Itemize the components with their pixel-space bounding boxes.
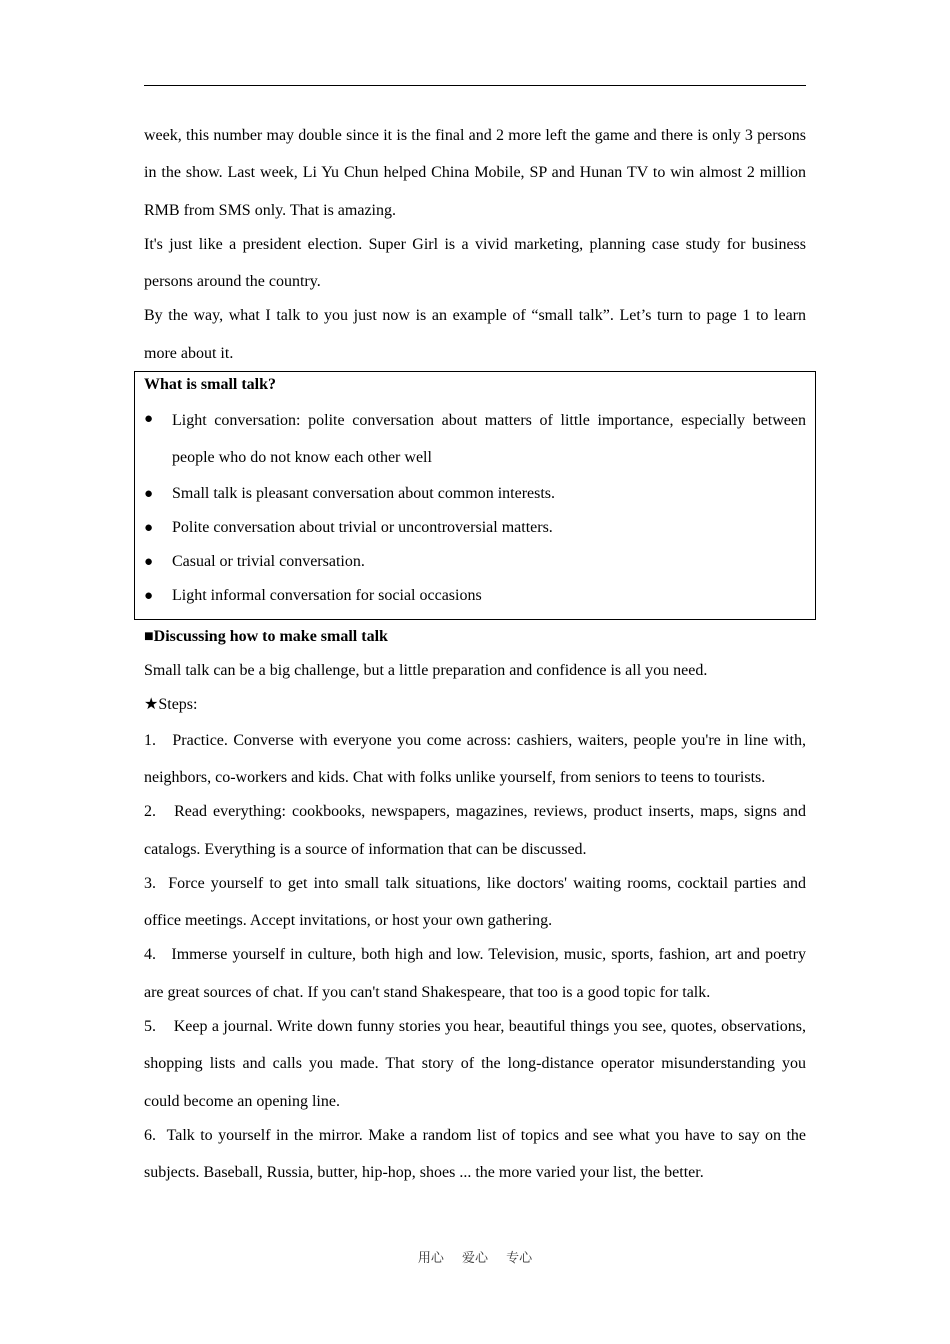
page-footer: 用心 爱心 专心: [417, 1251, 533, 1266]
definition-bullet-item: [144, 402, 806, 477]
definition-bullet-text: Small talk is pleasant conversation about common interests.: [172, 484, 556, 502]
definition-bullet-text: Polite conversation about trivial or uncontroversial matters.: [172, 518, 553, 536]
step-item: 5. Keep a journal. Write down funny stories you hear, beautiful things you see, quotes, observations, shopping lists and calls you made. That story of the long-distance operator misunderstanding you could become an opening line.: [144, 1018, 806, 1110]
discussion-intro: Small talk can be a big challenge, but a little preparation and confidence is all you need.: [144, 661, 708, 679]
definition-bullet-item: [144, 579, 806, 613]
step-item: 3. Force yourself to get into small talk situations, like doctors' waiting rooms, cocktail parties and office meetings. Accept invitations, or host your own gathering.: [144, 874, 806, 930]
step-item: 1. Practice. Converse with everyone you come across: cashiers, waiters, people you're in line with, neighbors, co-workers and kids. Chat with folks unlike yourself, from seniors to teens to tourists.: [144, 731, 806, 786]
box-bottom-spacer: [144, 613, 806, 619]
definition-box: [134, 371, 816, 620]
definition-bullet-item: [144, 545, 806, 579]
intro-paragraph-1: week, this number may double since it is the final and 2 more left the game and there is only 3 persons in the show. Last week, Li Yu Chun helped China Mobile, SP and Hunan TV to win almost 2 million RMB from SMS only. That is amazing.: [144, 127, 806, 219]
page-content: [144, 117, 806, 1189]
intro-paragraph-3: By the way, what I talk to you just now is an example of “small talk”. Let’s turn to page 1 to learn more about it.: [144, 307, 806, 362]
discussion-heading: ■Discussing how to make small talk: [144, 627, 388, 645]
definition-bullet-item: [144, 477, 806, 511]
definition-bullet-text: Casual or trivial conversation.: [172, 552, 365, 570]
steps-label: ★Steps:: [144, 695, 198, 713]
definition-bullet-text: Light informal conversation for social occasions: [172, 586, 482, 604]
bullet-dot-icon: ●: [144, 485, 154, 502]
definition-bullet-text: Light conversation: polite conversation about matters of little importance, especially between people who do not know each other well: [172, 412, 806, 467]
bullet-dot-icon: ●: [144, 411, 154, 428]
definition-bullet-item: [144, 511, 806, 545]
bullet-dot-icon: ●: [144, 553, 154, 570]
step-item: 2. Read everything: cookbooks, newspapers, magazines, reviews, product inserts, maps, signs and catalogs. Everything is a source of information that can be discussed.: [144, 803, 806, 858]
intro-paragraph-2: It's just like a president election. Super Girl is a vivid marketing, planning case study for business persons around the country.: [144, 235, 806, 291]
bullet-dot-icon: ●: [144, 519, 154, 536]
step-item: 4. Immerse yourself in culture, both high and low. Television, music, sports, fashion, art and poetry are great sources of chat. If you can't stand Shakespeare, that too is a good topic for talk.: [144, 946, 806, 1001]
definition-box-title: What is small talk?: [144, 376, 277, 394]
header-rule: [144, 85, 806, 86]
bullet-dot-icon: ●: [144, 587, 154, 604]
step-item: 6. Talk to yourself in the mirror. Make a random list of topics and see what you have to say on the subjects. Baseball, Russia, butter, hip-hop, shoes ... the more varied your list, the better.: [144, 1126, 806, 1182]
